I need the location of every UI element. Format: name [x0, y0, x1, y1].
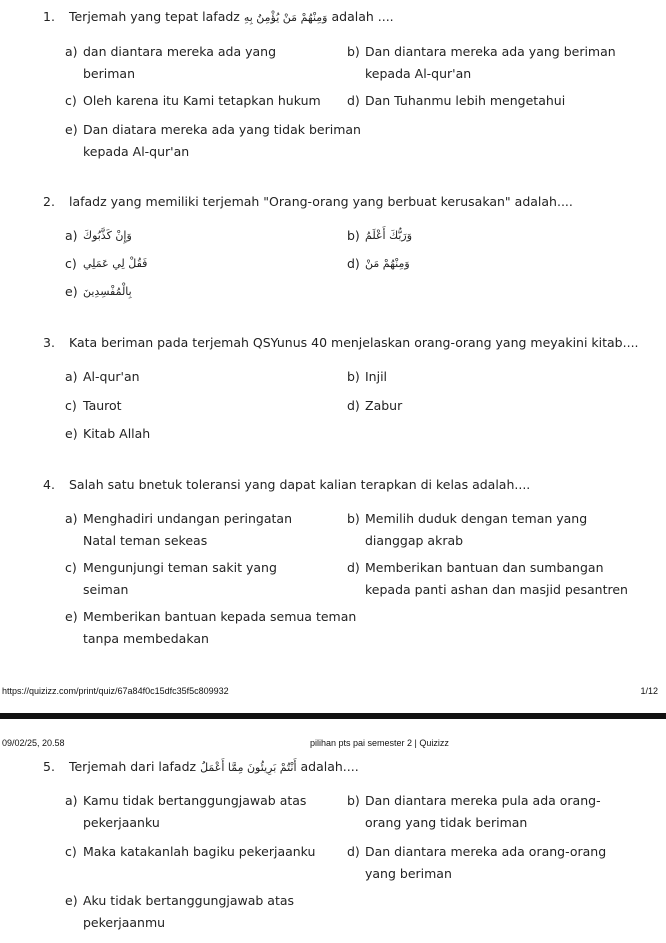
- question-number: 3.: [43, 335, 55, 350]
- option-letter: e): [65, 893, 78, 908]
- option-text: Dan diantara mereka ada yang beriman kepada Al-qur'an: [365, 44, 616, 81]
- option-b[interactable]: [347, 41, 632, 85]
- option-text: Dan diantara mereka ada orang-orang yang beriman: [365, 844, 607, 881]
- option-text: Kitab Allah: [83, 426, 151, 441]
- option-c[interactable]: [65, 253, 325, 275]
- option-text: Injil: [365, 369, 388, 384]
- header-datetime: 09/02/25, 20.58: [2, 738, 65, 748]
- option-letter: a): [65, 793, 78, 808]
- question-number: 2.: [43, 194, 55, 209]
- option-letter: e): [65, 284, 78, 299]
- option-text: Kamu tidak bertanggungjawab atas pekerjaanku: [83, 793, 307, 830]
- question-2: [43, 193, 643, 211]
- page-break-divider: [0, 713, 666, 719]
- footer-page-number: 1/12: [640, 686, 658, 696]
- option-c[interactable]: [65, 395, 325, 417]
- option-letter: e): [65, 609, 78, 624]
- option-d[interactable]: [347, 395, 632, 417]
- question-number: 4.: [43, 477, 55, 492]
- option-d[interactable]: [347, 90, 632, 112]
- arabic-lafadz: وَمِنْهُمْ مَنْ يُؤْمِنُ بِهِ: [243, 11, 328, 24]
- option-text-arabic: فَقُلْ لِي عَمَلِي: [83, 257, 148, 270]
- option-letter: b): [347, 369, 360, 384]
- option-e[interactable]: [65, 890, 365, 934]
- option-d[interactable]: [347, 253, 632, 275]
- question-3: [43, 334, 643, 352]
- option-text: Memberikan bantuan dan sumbangan kepada panti ashan dan masjid pesantren: [365, 560, 628, 597]
- option-letter: d): [347, 256, 360, 271]
- option-text-arabic: وَرَبُّكَ أَعْلَمُ: [365, 229, 413, 242]
- option-e[interactable]: [65, 423, 365, 445]
- footer-url: https://quizizz.com/print/quiz/67a84f0c15dfc35f5c809932: [2, 686, 229, 696]
- question-text: Salah satu bnetuk toleransi yang dapat kalian terapkan di kelas adalah....: [68, 477, 531, 492]
- option-letter: d): [347, 844, 360, 859]
- option-text: Mengunjungi teman sakit yang seiman: [83, 560, 277, 597]
- option-text: dan diantara mereka ada yang beriman: [83, 44, 277, 81]
- option-text-arabic: بِالْمُفْسِدِينَ: [83, 285, 132, 298]
- option-b[interactable]: [347, 508, 632, 552]
- option-letter: a): [65, 44, 78, 59]
- option-c[interactable]: [65, 557, 325, 601]
- option-a[interactable]: [65, 225, 325, 247]
- option-e[interactable]: [65, 281, 365, 303]
- option-text: Memilih duduk dengan teman yang dianggap akrab: [365, 511, 588, 548]
- option-text: Menghadiri undangan peringatan Natal teman sekeas: [83, 511, 292, 548]
- option-letter: b): [347, 44, 360, 59]
- option-a[interactable]: [65, 41, 325, 85]
- option-c[interactable]: [65, 841, 325, 863]
- option-d[interactable]: [347, 841, 632, 885]
- option-text: Dan Tuhanmu lebih mengetahui: [365, 93, 566, 108]
- option-e[interactable]: [65, 119, 365, 163]
- option-letter: c): [65, 256, 77, 271]
- option-text-arabic: وَمِنْهُمْ مَنْ: [365, 257, 410, 270]
- option-letter: a): [65, 511, 78, 526]
- option-letter: b): [347, 511, 360, 526]
- option-a[interactable]: [65, 790, 325, 834]
- question-text-end: adalah....: [300, 759, 359, 774]
- question-text: lafadz yang memiliki terjemah "Orang-orang yang berbuat kerusakan" adalah....: [68, 194, 573, 209]
- option-letter: c): [65, 844, 77, 859]
- question-text: Terjemah yang tepat lafadz: [68, 9, 240, 24]
- option-text: Dan diatara mereka ada yang tidak beriman kepada Al-qur'an: [83, 122, 361, 159]
- question-1: [43, 8, 643, 27]
- option-text: Zabur: [365, 398, 403, 413]
- option-letter: e): [65, 426, 78, 441]
- option-text: Aku tidak bertanggungjawab atas pekerjaanmu: [83, 893, 295, 930]
- option-letter: d): [347, 398, 360, 413]
- question-4: [43, 476, 643, 494]
- question-number: 5.: [43, 759, 55, 774]
- option-letter: a): [65, 228, 78, 243]
- option-b[interactable]: [347, 366, 632, 388]
- option-text: Oleh karena itu Kami tetapkan hukum: [83, 93, 321, 108]
- question-5: [43, 758, 643, 777]
- option-b[interactable]: [347, 225, 632, 247]
- option-text: Maka katakanlah bagiku pekerjaanku: [83, 844, 316, 859]
- option-letter: a): [65, 369, 78, 384]
- option-letter: d): [347, 560, 360, 575]
- option-letter: e): [65, 122, 78, 137]
- option-d[interactable]: [347, 557, 632, 601]
- option-text: Dan diantara mereka pula ada orang-orang yang tidak beriman: [365, 793, 601, 830]
- option-text: Al-qur'an: [83, 369, 140, 384]
- option-letter: c): [65, 93, 77, 108]
- option-text: Memberikan bantuan kepada semua teman tanpa membedakan: [83, 609, 357, 646]
- option-a[interactable]: [65, 366, 325, 388]
- header-title: pilihan pts pai semester 2 | Quizizz: [310, 738, 449, 748]
- question-text: Kata beriman pada terjemah QSYunus 40 menjelaskan orang-orang yang meyakini kitab....: [68, 335, 639, 350]
- option-text-arabic: وَإِنْ كَذَّبُوكَ: [83, 229, 132, 242]
- option-letter: b): [347, 793, 360, 808]
- question-number: 1.: [43, 9, 55, 24]
- option-letter: b): [347, 228, 360, 243]
- option-b[interactable]: [347, 790, 632, 834]
- arabic-lafadz: أَنْتُمْ بَرِيئُونَ مِمَّا أَعْمَلُ: [200, 761, 297, 774]
- option-c[interactable]: [65, 90, 325, 112]
- option-e[interactable]: [65, 606, 365, 650]
- option-letter: d): [347, 93, 360, 108]
- option-a[interactable]: [65, 508, 325, 552]
- option-letter: c): [65, 560, 77, 575]
- option-letter: c): [65, 398, 77, 413]
- option-text: Taurot: [83, 398, 122, 413]
- question-text: Terjemah dari lafadz: [68, 759, 197, 774]
- question-text-end: adalah ....: [331, 9, 394, 24]
